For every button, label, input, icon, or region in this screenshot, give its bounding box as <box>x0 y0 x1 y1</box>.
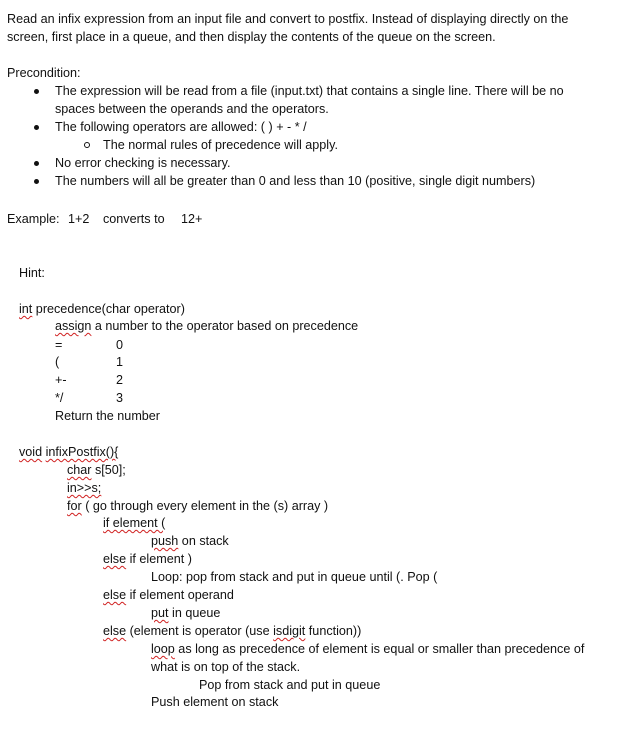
isdigit-keyword: isdigit <box>273 624 306 638</box>
for-line <box>67 498 328 514</box>
precondition-heading: Precondition: <box>7 66 81 80</box>
loop-precedence-rest: as long as precedence of element is equal or smaller than precedence of <box>174 642 585 656</box>
precedence-op: */ <box>55 391 64 405</box>
precondition-bullet-3: No error checking is necessary. <box>55 156 231 170</box>
example-label: Example: <box>7 212 60 226</box>
input-statement: in>>s; <box>67 481 102 495</box>
for-keyword: for <box>67 499 82 513</box>
return-line: Return the number <box>55 409 161 423</box>
for-line-rest: ( go through every element in the (s) array ) <box>81 499 329 513</box>
put-queue-line <box>151 605 220 621</box>
precedence-value: 1 <box>116 355 124 369</box>
precedence-value: 0 <box>116 338 124 352</box>
input-line <box>67 480 101 496</box>
intro-line-1: Read an infix expression from an input file and convert to postfix. Instead of displaying directly on the <box>7 12 569 26</box>
else-if-paren-line <box>103 551 192 567</box>
top-of-stack-line: what is on top of the stack. <box>151 660 301 674</box>
int-keyword: int <box>19 302 33 316</box>
if-line <box>103 515 165 531</box>
push-element-line: Push element on stack <box>151 695 279 709</box>
example-output: 12+ <box>181 212 203 226</box>
precedence-signature <box>19 301 185 317</box>
bullet-icon <box>34 179 39 184</box>
else-if-operand-rest: if element operand <box>126 588 234 602</box>
else-operator-text: (element is operator (use <box>126 624 274 638</box>
if-element-statement: if element ( <box>103 516 166 530</box>
char-keyword: char <box>67 463 92 477</box>
loop-pop-line: Loop: pop from stack and put in queue until (. Pop ( <box>151 570 438 584</box>
precedence-value: 2 <box>116 373 124 387</box>
bullet-icon <box>34 89 39 94</box>
precedence-op: = <box>55 338 63 352</box>
precondition-bullet-1-line-2: spaces between the operands and the operators. <box>55 102 329 116</box>
assign-line <box>55 318 358 334</box>
precedence-value: 3 <box>116 391 124 405</box>
assign-rest: a number to the operator based on precedence <box>91 319 359 333</box>
sub-bullet-icon <box>84 142 90 148</box>
else-operator-line <box>103 623 361 639</box>
bullet-icon <box>34 125 39 130</box>
put-keyword: put <box>151 606 169 620</box>
bullet-icon <box>34 161 39 166</box>
precedence-op: +- <box>55 373 67 387</box>
else-if-operand-line <box>103 587 234 603</box>
pop-queue-line: Pop from stack and put in queue <box>199 678 381 692</box>
else-keyword: else <box>103 588 127 602</box>
assign-keyword: assign <box>55 319 92 333</box>
precondition-sub-bullet: The normal rules of precedence will apply. <box>103 138 338 152</box>
loop-precedence-line <box>151 641 584 657</box>
char-declaration-rest: s[50]; <box>91 463 126 477</box>
push-line-rest: on stack <box>178 534 229 548</box>
hint-heading: Hint: <box>19 266 45 280</box>
put-queue-rest: in queue <box>168 606 221 620</box>
else-if-paren-rest: if element ) <box>126 552 192 566</box>
example-mid-text: converts to <box>103 212 165 226</box>
push-keyword: push <box>151 534 179 548</box>
char-declaration <box>67 462 126 478</box>
intro-line-2: screen, first place in a queue, and then display the contents of the queue on the screen. <box>7 30 496 44</box>
else-keyword: else <box>103 552 127 566</box>
loop-keyword: loop <box>151 642 175 656</box>
precedence-signature-rest: precedence(char operator) <box>32 302 185 316</box>
push-line <box>151 533 229 549</box>
infix-postfix-signature <box>19 444 118 460</box>
else-keyword: else <box>103 624 127 638</box>
else-operator-end: function)) <box>305 624 362 638</box>
precondition-bullet-1-line-1: The expression will be read from a file (input.txt) that contains a single line. There will be no <box>55 84 564 98</box>
precondition-bullet-4: The numbers will all be greater than 0 and less than 10 (positive, single digit numbers) <box>55 174 536 188</box>
precedence-op: ( <box>55 355 60 369</box>
infix-postfix-name: infixPostfix(){ <box>45 445 119 459</box>
precondition-bullet-2: The following operators are allowed: ( ) + - * / <box>55 120 307 134</box>
void-keyword: void <box>19 445 43 459</box>
example-input: 1+2 <box>68 212 90 226</box>
